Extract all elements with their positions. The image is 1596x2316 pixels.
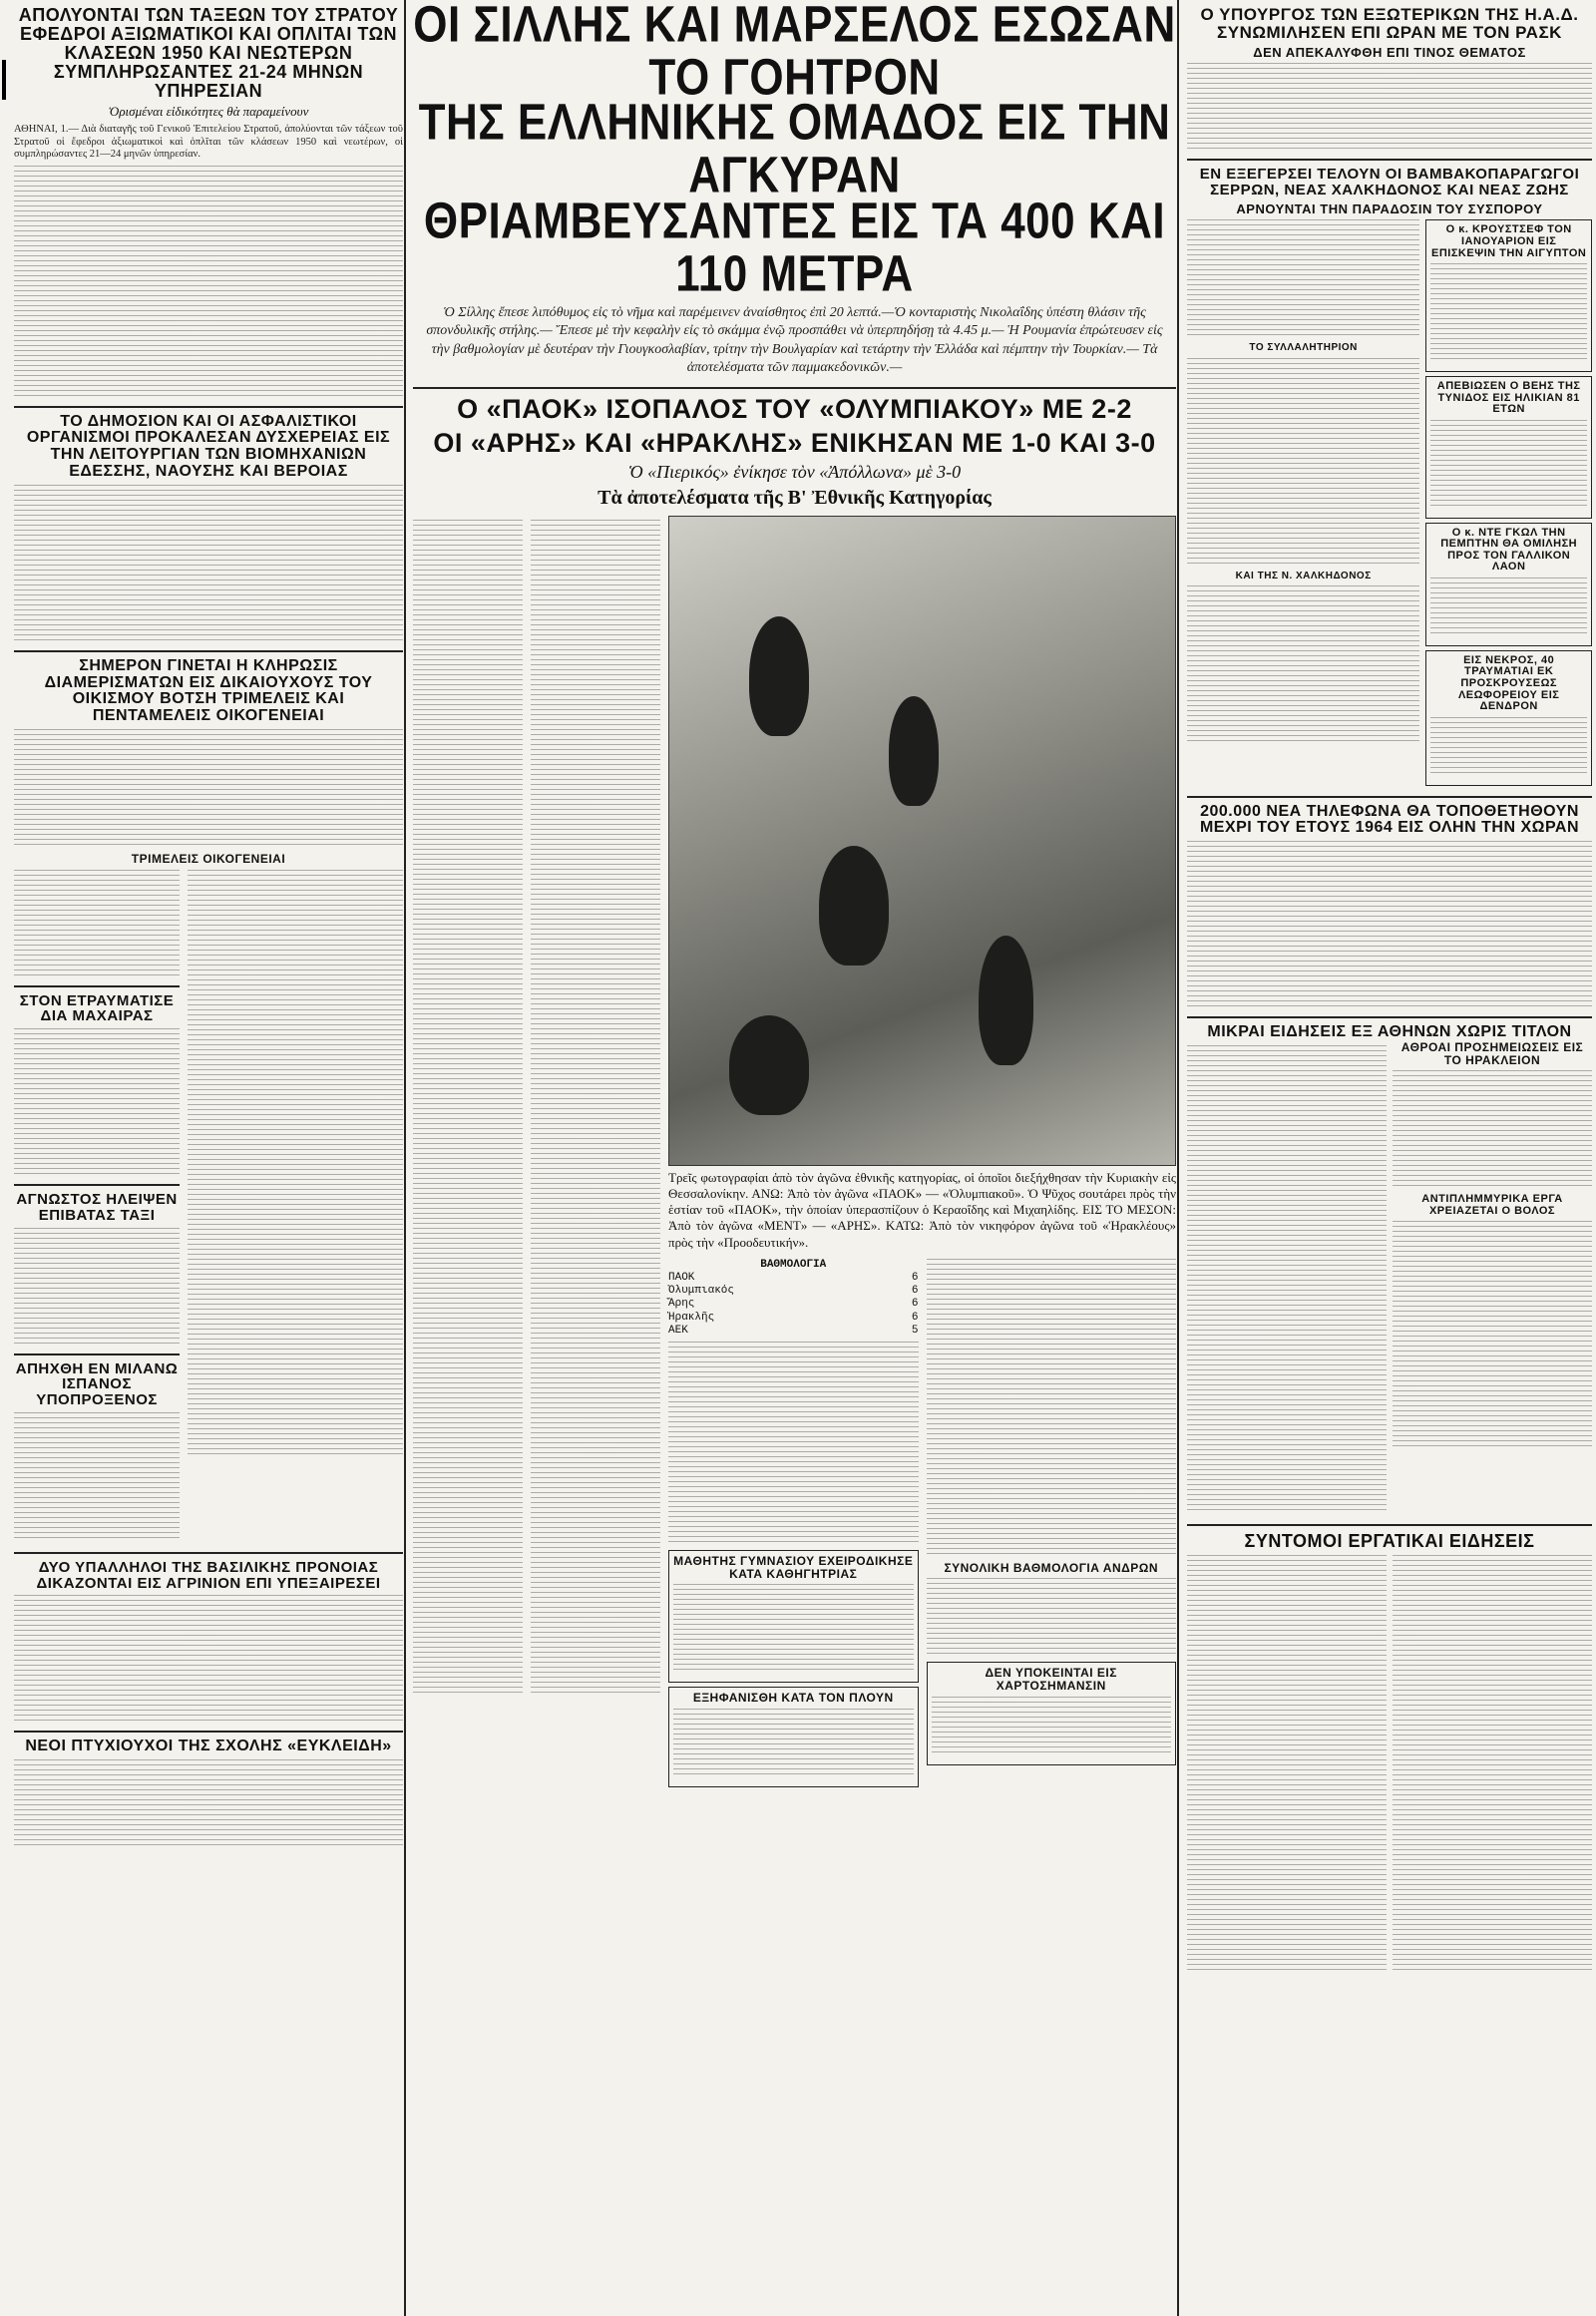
apartments-list-b bbox=[188, 870, 403, 1458]
headline-phones: 200.000 ΝΕΑ ΤΗΛΕΦΩΝΑ ΘΑ ΤΟΠΟΘΕΤΗΘΟΥΝ ΜΕΧΡΙ ΤΟΥ ΕΤΟΥΣ 1964 ΕΙΣ ΟΛΗΝ ΤΗΝ ΧΩΡΑΝ bbox=[1199, 802, 1580, 837]
tunisia-title: ΑΠΕΒΙΩΣΕΝ Ο ΒΕΗΣ ΤΗΣ ΤΥΝΙΔΟΣ ΕΙΣ ΗΛΙΚΙΑΝ 81 ΕΤΩΝ bbox=[1436, 380, 1581, 416]
cotton-article-text-3 bbox=[1187, 585, 1419, 745]
headline-stabbing: ΣΤΟΝ ΕΤΡΑΥΜΑΤΙΣΕ ΔΙΑ ΜΑΧΑΙΡΑΣ bbox=[19, 991, 175, 1025]
headline-rusk: Ο ΥΠΟΥΡΓΟΣ ΤΩΝ ΕΞΩΤΕΡΙΚΩΝ ΤΗΣ Η.Α.Δ. ΣΥΝΩΜΙΛΗΣΕΝ ΕΠΙ ΩΡΑΝ ΜΕ ΤΟΝ ΡΑΣΚ bbox=[1200, 5, 1579, 42]
table-row: Ἄρης 6 bbox=[668, 1298, 919, 1311]
table-row: ΠΑΟΚ 6 bbox=[668, 1272, 919, 1284]
headline-industries: ΤΟ ΔΗΜΟΣΙΟΝ ΚΑΙ ΟΙ ΑΣΦΑΛΙΣΤΙΚΟΙ ΟΡΓΑΝΙΣΜΟΙ ΠΡΟΚΑΛΕΣΑΝ ΔΥΣΧΕΡΕΙΑΣ ΕΙΣ ΤΗΝ ΛΕΙΤΟΥΡΓΙΑΝ ΤΩΝ ΒΙΟΜΗΧΑΝΙΩΝ ΕΔΕΣΣΗΣ, ΝΑΟΥΣΗΣ ΚΑΙ ΒΕΡΟΙΑΣ bbox=[26, 412, 391, 480]
disappeared-box bbox=[668, 1687, 919, 1787]
standings-text bbox=[668, 1342, 919, 1546]
apartments-article-text bbox=[14, 729, 403, 849]
athletics-lead: Ὁ Σίλλης ἔπεσε λιπόθυμος εἰς τὸ νῆμα καὶ παρέμεινεν ἀναίσθητος ἐπὶ 20 λεπτά.—Ὁ κονταριστὴς Νικολαΐδης ὑπέστη θλάσιν τῆς σπονδυλικῆς στήλης.— Ἔπεσε μὲ τὴν κεφαλὴν εἰς τὸ σκάμμα ἐνῷ προσπάθει νὰ ὑπερπηδήσῃ τὰ 4.45 μ.— Ἡ Ρουμανία ἐπρώτευσεν εἰς τὴν βαθμολογίαν μὲ δευτέραν τὴν Γιουγκοσλαβίαν, τρίτην τὴν Βουλγαρίαν καὶ τετάρτην τὴν Ἑλλάδα καὶ πέμπτην τὴν Τουρκίαν.— Τὰ ἀποτελέσματα τῶν παμμακεδονικῶν.— bbox=[426, 305, 1163, 375]
headline-milan: ΑΠΗΧΘΗ ΕΝ ΜΙΛΑΝΩ ΙΣΠΑΝΟΣ ΥΠΟΠΡΟΞΕΝΟΣ bbox=[15, 1359, 179, 1409]
apartments-list-a bbox=[14, 870, 180, 979]
table-row: Ἡρακλῆς 6 bbox=[668, 1311, 919, 1324]
stamp-box-title: ΔΕΝ ΥΠΟΚΕΙΝΤΑΙ ΕΙΣ ΧΑΡΤΟΣΗΜΑΝΣΙΝ bbox=[985, 1666, 1117, 1693]
headline-taxi: ΑΓΝΩΣΤΟΣ ΗΛΕΙΨΕΝ ΕΠΙΒΑΤΑΣ ΤΑΞΙ bbox=[16, 1191, 178, 1224]
column-rule-right bbox=[1177, 0, 1179, 2316]
reservists-article: ΑΘΗΝΑΙ, 1.— Διὰ διαταγῆς τοῦ Γενικοῦ Ἐπιτελείου Στρατοῦ, ἀπολύονται τῶν τάξεων τοῦ Στρατοῦ οἱ ἔφεδροι ἀξιωματικοὶ καὶ ὁπλῖται τῶν κλάσεων 1950 καὶ νεωτέρων, οἱ συμπληρώσαντες 21—24 μηνῶν ὑπηρεσίαν. bbox=[14, 124, 403, 161]
results-column-a bbox=[413, 520, 523, 1697]
banner-paok: Ο «ΠΑΟΚ» ΙΣΟΠΑΛΟΣ ΤΟΥ «ΟΛΥΜΠΙΑΚΟΥ» ΜΕ 2-2 bbox=[457, 393, 1132, 424]
column-rule-left bbox=[404, 0, 406, 2316]
disappeared-box-title: ΕΞΗΦΑΝΙΣΘΗ ΚΑΤΑ ΤΟΝ ΠΛΟΥΝ bbox=[692, 1691, 894, 1706]
headline-cotton-sub: ΑΡΝΟΥΝΤΑΙ ΤΗΝ ΠΑΡΑΔΟΣΙΝ ΤΟΥ ΣΥΣΠΟΡΟΥ bbox=[1236, 200, 1543, 216]
banner-aris: ΟΙ «ΑΡΗΣ» ΚΑΙ «ΗΡΑΚΛΗΣ» ΕΝΙΚΗΣΑΝ ΜΕ 1-0 ΚΑΙ 3-0 bbox=[433, 428, 1156, 459]
headline-labor-news: ΣΥΝΤΟΜΟΙ ΕΡΓΑΤΙΚΑΙ ΕΙΔΗΣΕΙΣ bbox=[1244, 1531, 1535, 1552]
phones-article-text bbox=[1187, 841, 1592, 1010]
banner-line-2: ΤΗΣ ΕΛΛΗΝΙΚΗΣ ΟΜΑΔΟΣ ΕΙΣ ΤΗΝ ΑΓΚΥΡΑΝ bbox=[418, 95, 1171, 204]
labor-news-text-b bbox=[1393, 1555, 1592, 1974]
headline-short-news: ΜΙΚΡΑΙ ΕΙΔΗΣΕΙΣ ΕΞ ΑΘΗΝΩΝ ΧΩΡΙΣ ΤΙΤΛΟΝ bbox=[1207, 1023, 1572, 1041]
student-box bbox=[668, 1550, 919, 1683]
table-row: Ὀλυμπιακός 6 bbox=[668, 1285, 919, 1298]
stabbing-article-text bbox=[14, 1028, 180, 1178]
industries-article-text bbox=[14, 485, 403, 644]
khrushchev-box bbox=[1425, 219, 1592, 372]
short-news-text bbox=[1187, 1045, 1387, 1514]
cotton-article-text-2 bbox=[1187, 358, 1419, 568]
scoring-title: ΣΥΝΟΛΙΚΗ ΒΑΘΜΟΛΟΓΙΑ ΑΝΔΡΩΝ bbox=[944, 1560, 1159, 1575]
euclid-article-text bbox=[14, 1759, 403, 1849]
khrushchev-title: Ο κ. ΚΡΟΥΣΤΣΕΦ ΤΟΝ ΙΑΝΟΥΑΡΙΟΝ ΕΙΣ ΕΠΙΣΚΕΨΙΝ ΤΗΝ ΑΙΓΥΠΤΟΝ bbox=[1430, 223, 1587, 259]
right-column bbox=[1183, 0, 1596, 2316]
standings-table bbox=[668, 1259, 919, 1338]
degaulle-title: Ο κ. ΝΤΕ ΓΚΩΛ ΤΗΝ ΠΕΜΠΤΗΝ ΘΑ ΟΜΙΛΗΣΗ ΠΡΟΣ ΤΟΝ ΓΑΛΛΙΚΟΝ ΛΑΟΝ bbox=[1440, 526, 1578, 574]
volos-text bbox=[1393, 1221, 1592, 1450]
bus-accident-box bbox=[1425, 650, 1592, 786]
cotton-article-text bbox=[1187, 219, 1419, 339]
student-box-title: ΜΑΘΗΤΗΣ ΓΥΜΝΑΣΙΟΥ ΕΧΕΙΡΟΔΙΚΗΣΕ ΚΑΤΑ ΚΑΘΗΓΗΤΡΙΑΣ bbox=[673, 1553, 914, 1581]
headline-apartments: ΣΗΜΕΡΟΝ ΓΙΝΕΤΑΙ Η ΚΛΗΡΩΣΙΣ ΔΙΑΜΕΡΙΣΜΑΤΩΝ ΕΙΣ ΔΙΚΑΙΟΥΧΟΥΣ ΤΟΥ ΟΙΚΙΣΜΟΥ ΒΟΤΣΗ ΤΡΙΜΕΛΕΙΣ ΚΑΙ ΠΕΝΤΑΜΕΛΕΙΣ ΟΙΚΟΓΕΝΕΙΑΙ bbox=[44, 656, 373, 725]
photo-caption: Τρεῖς φωτογραφίαι ἀπὸ τὸν ἀγῶνα ἐθνικῆς κατηγορίας, οἱ ὁποῖοι διεξήχθησαν τὴν Κυριακὴν εἰς Θεσσαλονίκην. ΑΝΩ: Ἀπὸ τὸν ἀγῶνα «ΠΑΟΚ» — «Ὀλυμπιακοῦ». Ὁ Ψῦχος σουτάρει πρὸς τὴν ἑστίαν τοῦ «ΠΑΟΚ», τὴν ὁποίαν ὑπερασπίζουν ὁ Κεραοΐδης καὶ Μιχαηλίδης. ΕΙΣ ΤΟ ΜΕΣΟΝ: Ἀπὸ τὸν ἀγῶνα «ΜΕΝΤ» — «ΑΡΗΣ». ΚΑΤΩ: Ἀπὸ τὸν νικηφόρον ἀγῶνα τοῦ «Ἡρακλέους» πρὸς τὴν «Προοδευτικήν». bbox=[668, 1169, 1176, 1250]
degaulle-box bbox=[1425, 523, 1592, 646]
table-row: ΑΕΚ 5 bbox=[668, 1324, 919, 1337]
rusk-article-text bbox=[1187, 63, 1592, 153]
taxi-article-text bbox=[14, 1228, 180, 1348]
bus-accident-title: ΕΙΣ ΝΕΚΡΟΣ, 40 ΤΡΑΥΜΑΤΙΑΙ ΕΚ ΠΡΟΣΚΡΟΥΣΕΩΣ ΛΕΩΦΟΡΕΙΟΥ ΕΙΣ ΔΕΝΔΡΟΝ bbox=[1457, 653, 1560, 713]
headline-reservists-sub: Ὁρισμέναι εἰδικότητες θὰ παραμείνουν bbox=[108, 104, 309, 120]
standings-title: ΒΑΘΜΟΛΟΓΙΑ bbox=[760, 1258, 827, 1271]
center-column bbox=[409, 0, 1180, 2316]
headline-rusk-sub: ΔΕΝ ΑΠΕΚΑΛΥΦΘΗ ΕΠΙ ΤΙΝΟΣ ΘΕΜΑΤΟΣ bbox=[1253, 44, 1526, 60]
headline-agrinio: ΔΥΟ ΥΠΑΛΛΗΛΟΙ ΤΗΣ ΒΑΣΙΛΙΚΗΣ ΠΡΟΝΟΙΑΣ ΔΙΚΑΖΟΝΤΑΙ ΕΙΣ ΑΓΡΙΝΙΟΝ ΕΠΙ ΥΠΕΞΑΙΡΕΣΕΙ bbox=[36, 1558, 381, 1592]
headline-heraklion: ΑΘΡΟΑΙ ΠΡΟΣΗΜΕΙΩΣΕΙΣ ΕΙΣ ΤΟ ΗΡΑΚΛΕΙΟΝ bbox=[1400, 1040, 1584, 1067]
football-photo bbox=[668, 516, 1176, 1166]
milan-article-text bbox=[14, 1412, 180, 1542]
heraklion-text bbox=[1393, 1070, 1592, 1190]
banner-b-division: Τὰ ἀποτελέσματα τῆς Β' Ἐθνικῆς Κατηγορίας bbox=[598, 486, 992, 509]
headline-euclid: ΝΕΟΙ ΠΤΥΧΙΟΥΧΟΙ ΤΗΣ ΣΧΟΛΗΣ «ΕΥΚΛΕΙΔΗ» bbox=[25, 1737, 392, 1755]
interview-label: ΤΟ ΣΥΛΛΑΛΗΤΗΡΙΟΝ bbox=[1249, 342, 1358, 354]
page-edge-mark bbox=[2, 60, 6, 100]
headline-cotton: ΕΝ ΕΞΕΓΕΡΣΕΙ ΤΕΛΟΥΝ ΟΙ ΒΑΜΒΑΚΟΠΑΡΑΓΩΓΟΙ ΣΕΡΡΩΝ, ΝΕΑΣ ΧΑΛΚΗΔΟΝΟΣ ΚΑΙ ΝΕΑΣ ΖΩΗΣ bbox=[1199, 166, 1580, 199]
left-column bbox=[10, 0, 407, 2316]
scoring-text bbox=[927, 1578, 1177, 1658]
banner-line-1: ΟΙ ΣΙΛΛΗΣ ΚΑΙ ΜΑΡΣΕΛΟΣ ΕΣΩΣΑΝ ΤΟ ΓΟΗΤΡΟΝ bbox=[413, 0, 1176, 107]
stamp-box bbox=[927, 1662, 1177, 1764]
banner-pierikos: Ὁ «Πιερικός» ἐνίκησε τὸν «Ἀπόλλωνα» μὲ 3-0 bbox=[627, 461, 962, 482]
banner-line-3: ΘΡΙΑΜΒΕΥΣΑΝΤΕΣ ΕΙΣ ΤΑ 400 ΚΑΙ 110 ΜΕΤΡΑ bbox=[423, 193, 1166, 302]
headline-volos: ΑΝΤΙΠΛΗΜΜΥΡΙΚΑ ΕΡΓΑ ΧΡΕΙΑΖΕΤΑΙ Ο ΒΟΛΟΣ bbox=[1421, 1193, 1563, 1217]
athletics-results-text bbox=[927, 1259, 1177, 1558]
interview-sub: ΚΑΙ ΤΗΣ Ν. ΧΑΛΚΗΔΟΝΟΣ bbox=[1235, 570, 1372, 581]
labor-news-text-a bbox=[1187, 1555, 1387, 1974]
tunisia-box bbox=[1425, 376, 1592, 519]
results-column-b bbox=[531, 520, 660, 1697]
reservists-article-text bbox=[14, 166, 403, 400]
headline-reservists: ΑΠΟΛΥΟΝΤΑΙ ΤΩΝ ΤΑΞΕΩΝ ΤΟΥ ΣΤΡΑΤΟΥ ΕΦΕΔΡΟΙ ΑΞΙΩΜΑΤΙΚΟΙ ΚΑΙ ΟΠΛΙΤΑΙ ΤΩΝ ΚΛΑΣΕΩΝ 1950 ΚΑΙ ΝΕΩΤΕΡΩΝ ΣΥΜΠΛΗΡΩΣΑΝΤΕΣ 21-24 ΜΗΝΩΝ ΥΠΗΡΕΣΙΑΝ bbox=[18, 5, 399, 101]
agrinio-article-text bbox=[14, 1595, 403, 1725]
apartments-subhead: ΤΡΙΜΕΛΕΙΣ ΟΙΚΟΓΕΝΕΙΑΙ bbox=[131, 851, 286, 866]
